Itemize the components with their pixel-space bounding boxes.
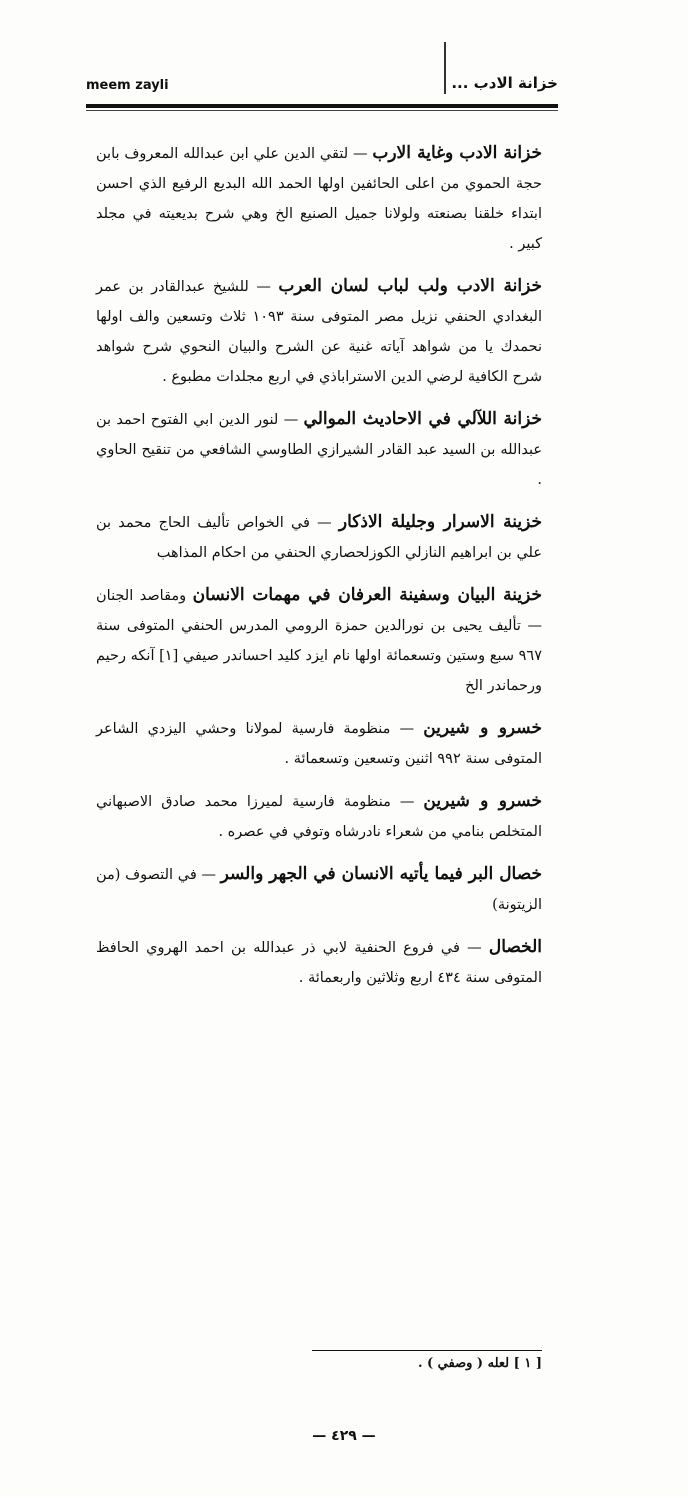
entry-title: خزانة اللآلي في الاحاديث الموالي bbox=[303, 409, 542, 429]
entry bbox=[96, 271, 542, 392]
entry-text: — للشيخ عبدالقادر بن عمر البغدادي الحنفي نزيل مصر المتوفى سنة ١٠٩٣ ثلاث وتسعين والف اولها نحمدك يا من شواهد آياته غنية عن الشرح والبيان النحوي شرح شواهد شرح الكافية لرضي الدين الاستراباذي في اربع مجلدات مطبوع . bbox=[96, 279, 542, 385]
entry-text: — لنور الدين ابي الفتوح احمد بن عبدالله بن السيد عبد القادر الشيرازي الطاوسي الشافعي من تنقيح الحاوي . bbox=[96, 412, 542, 488]
entry-text: ومقاصد الجنان — تأليف يحيى بن نورالدين حمزة الرومي المدرس الحنفي المتوفى سنة ٩٦٧ سبع وستين وتسعمائة اولها نام ايزد كليد احساندر صيفي [١] آنكه رحيم ورحماندر الخ bbox=[96, 588, 542, 694]
entry-text: — منظومة فارسية لميرزا محمد صادق الاصبهاني المتخلص بنامي من شعراء نادرشاه وتوفي في عصره . bbox=[96, 794, 542, 840]
header-mark bbox=[444, 42, 446, 94]
entry-title: خصال البر فيما يأتيه الانسان في الجهر والسر bbox=[220, 864, 542, 884]
entry bbox=[96, 580, 542, 701]
entry bbox=[96, 786, 542, 847]
header-right-text: خزانة الادب ... bbox=[451, 74, 558, 92]
entry-text: — منظومة فارسية لمولانا وحشي اليزدي الشاعر المتوفى سنة ٩٩٢ اثنين وتسعين وتسعمائة . bbox=[96, 721, 542, 767]
entry-text: — في فروع الحنفية لابي ذر عبدالله بن احمد الهروي الحافظ المتوفى سنة ٤٣٤ اربع وثلاثين واربعمائة . bbox=[96, 940, 542, 986]
entry bbox=[96, 507, 542, 568]
entries-body bbox=[96, 138, 542, 1005]
running-header bbox=[86, 72, 558, 100]
entry bbox=[96, 404, 542, 495]
header-rule-thin bbox=[86, 110, 558, 111]
page-number: — ٤٢٩ — bbox=[312, 1428, 376, 1444]
entry-title: خزينة الاسرار وجليلة الاذكار bbox=[338, 512, 542, 532]
entry bbox=[96, 713, 542, 774]
entry bbox=[96, 859, 542, 920]
entry-text: — لتقي الدين علي ابن عبدالله المعروف بابن حجة الحموي من اعلى الحائفين اولها الحمد الله البديع الرفيع الذي احسن ابتداء خلقنا بصنعته ولولانا جميل الصنيع الخ وهي شرح بديعيته في مجلد كبير . bbox=[96, 146, 542, 252]
footnote: [ ١ ] لعله ( وصفي ) . bbox=[417, 1356, 542, 1371]
entry-title: خزينة البيان وسفينة العرفان في مهمات الانسان bbox=[192, 585, 542, 605]
header-rule bbox=[86, 104, 558, 108]
entry-title: خزانة الادب وغاية الارب bbox=[372, 143, 542, 163]
entry bbox=[96, 138, 542, 259]
entry-text: — في الخواص تأليف الحاج محمد بن علي بن ابراهيم النازلي الكوزلحصاري الحنفي من احكام المذاهب bbox=[96, 515, 542, 561]
entry bbox=[96, 932, 542, 993]
header-left-text: meem zayli bbox=[86, 78, 169, 93]
entry-text: — في التصوف (من الزيتونة) bbox=[96, 867, 542, 913]
entry-title: الخصال bbox=[488, 937, 542, 957]
entry-title: خزانة الادب ولب لباب لسان العرب bbox=[278, 276, 542, 296]
entry-title: خسرو و شيرين bbox=[423, 718, 542, 738]
entry-title: خسرو و شيرين bbox=[423, 791, 542, 811]
footnote-rule bbox=[312, 1350, 542, 1351]
